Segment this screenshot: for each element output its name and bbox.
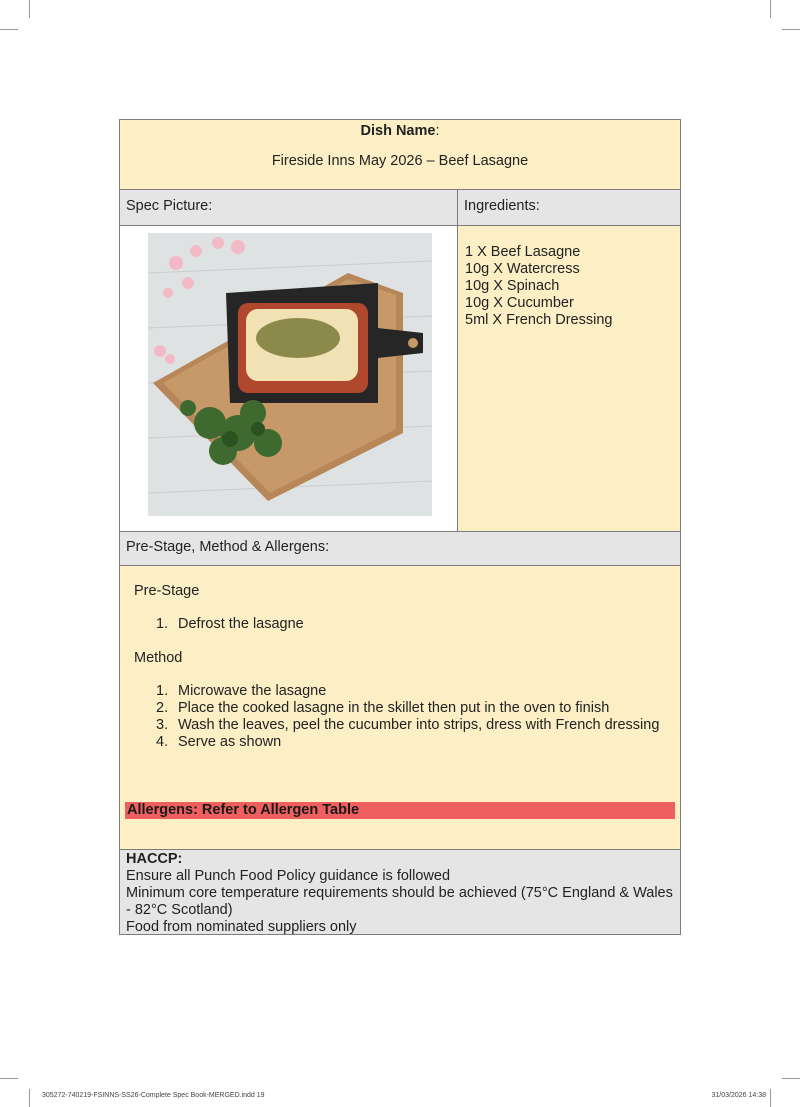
list-item: 4. Serve as shown: [156, 734, 282, 750]
method-title: Method: [134, 650, 183, 666]
ingredients-list: [458, 226, 680, 531]
dish-photo: [148, 233, 432, 516]
haccp-section: [120, 850, 680, 934]
footer-filename: 305272-740219-FSINNS-SS26-Complete Spec Book-MERGED.indd 19: [42, 1092, 265, 1099]
list-item: 2. Place the cooked lasagne in the skillet then put in the oven to finish: [156, 700, 610, 716]
dish-name-label: Dish Name:: [360, 123, 440, 139]
picture-ingredients-header: [120, 190, 680, 226]
crop-mark: [782, 1078, 800, 1079]
method-steps: [134, 683, 666, 751]
dish-name-value: Fireside Inns May 2026 – Beef Lasagne: [271, 153, 529, 169]
crop-mark: [770, 0, 771, 18]
prestage-steps: [134, 616, 666, 633]
ingredient-item: 10g X Watercress: [465, 261, 580, 277]
ingredient-item: 10g X Cucumber: [465, 295, 574, 311]
list-item: 3. Wash the leaves, peel the cucumber into strips, dress with French dressing: [156, 717, 660, 733]
footer-timestamp: 31/03/2026 14:38: [711, 1092, 766, 1099]
ingredient-item: 5ml X French Dressing: [465, 312, 613, 328]
crop-mark: [770, 1089, 771, 1107]
haccp-line: Ensure all Punch Food Policy guidance is followed: [126, 868, 451, 884]
prestage-title: Pre-Stage: [134, 583, 200, 599]
crop-mark: [0, 29, 18, 30]
spec-picture-cell: [120, 226, 458, 531]
ingredient-item: 1 X Beef Lasagne: [465, 244, 581, 260]
crop-mark: [0, 1078, 18, 1079]
allergen-banner: Allergens: Refer to Allergen Table: [125, 802, 675, 819]
list-item: 1. Defrost the lasagne: [156, 616, 304, 632]
crop-mark: [29, 0, 30, 18]
method-header: Pre-Stage, Method & Allergens:: [120, 532, 680, 566]
spec-sheet: [119, 119, 681, 935]
list-item: 1. Microwave the lasagne: [156, 683, 327, 699]
ingredient-item: 10g X Spinach: [465, 278, 560, 294]
dish-name-row: [120, 120, 680, 190]
method-section: [120, 566, 680, 850]
haccp-line: Minimum core temperature requirements should be achieved (75°C England & Wales - 82°C Scotland): [126, 885, 673, 918]
picture-ingredients-row: [120, 226, 680, 532]
spec-picture-header: Spec Picture:: [120, 190, 458, 225]
crop-mark: [29, 1089, 30, 1107]
crop-mark: [782, 29, 800, 30]
ingredients-header: Ingredients:: [464, 198, 540, 214]
haccp-line: Food from nominated suppliers only: [126, 919, 357, 935]
haccp-title: HACCP:: [126, 851, 183, 867]
